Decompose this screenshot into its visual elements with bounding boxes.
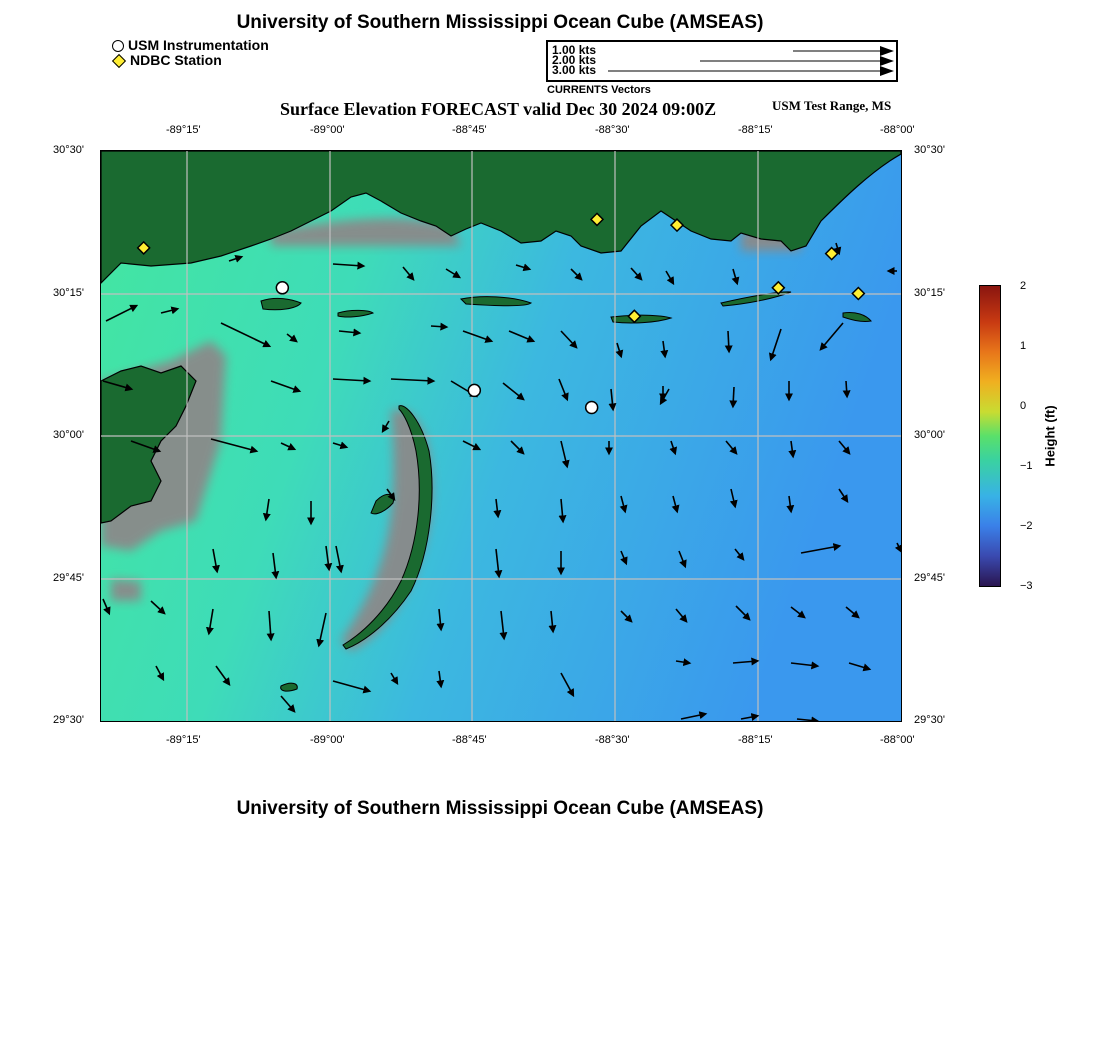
lat-tick-left-1: 30°30' [53,144,84,156]
lat-tick-left-5: 29°30' [53,714,84,726]
lon-tick-top-2: -89°00' [310,124,345,136]
vector-scale-caption: CURRENTS Vectors [547,84,651,96]
lon-tick-top-3: -88°45' [452,124,487,136]
map-frame[interactable] [100,150,902,722]
lon-tick-bottom-2: -89°00' [310,734,345,746]
lon-tick-bottom-3: -88°45' [452,734,487,746]
usm-circle-icon [112,40,124,52]
colorbar-tick-2: 1 [1020,340,1027,352]
lon-tick-top-1: -89°15' [166,124,201,136]
legend-ndbc-label: NDBC Station [130,52,222,68]
lon-tick-top-4: -88°30' [595,124,630,136]
legend-ndbc [112,53,269,68]
station-legend [112,38,269,68]
ndbc-diamond-icon [112,53,126,67]
lat-tick-right-4: 29°45' [914,572,945,584]
lon-tick-bottom-4: -88°30' [595,734,630,746]
page-title: University of Southern Mississippi Ocean Cube (AMSEAS) [236,12,764,33]
colorbar-tick-6: −3 [1020,580,1033,592]
lat-tick-right-3: 30°00' [914,429,945,441]
colorbar-title: Height (ft) [1042,405,1058,467]
legend-usm [112,38,269,53]
vector-scale-label-2: 2.00 kts [552,53,597,67]
colorbar-tick-1: 2 [1020,280,1027,292]
vector-scale-label-1: 1.00 kts [552,43,597,57]
lat-tick-left-4: 29°45' [53,572,84,584]
lon-tick-bottom-5: -88°15' [738,734,773,746]
vector-scale-label-3: 3.00 kts [552,63,597,77]
lon-tick-bottom-6: -88°00' [880,734,915,746]
lon-tick-top-5: -88°15' [738,124,773,136]
lat-tick-left-3: 30°00' [53,429,84,441]
map-subtitle: Surface Elevation FORECAST valid Dec 30 2024 09:00Z [280,99,717,119]
footer-title: University of Southern Mississippi Ocean Cube (AMSEAS) [236,798,764,819]
colorbar [979,285,1001,587]
usm-station-marker[interactable] [586,402,598,414]
usm-station-marker[interactable] [276,282,288,294]
lat-tick-right-5: 29°30' [914,714,945,726]
lat-tick-left-2: 30°15' [53,287,84,299]
map-canvas[interactable] [101,151,901,721]
legend-usm-label: USM Instrumentation [128,37,269,53]
lat-tick-right-2: 30°15' [914,287,945,299]
vector-scale-arrows [548,42,896,80]
region-label: USM Test Range, MS [772,98,892,113]
colorbar-tick-4: −1 [1020,460,1033,472]
lat-tick-right-1: 30°30' [914,144,945,156]
usm-station-marker[interactable] [468,384,480,396]
colorbar-tick-5: −2 [1020,520,1033,532]
vector-scale-box [546,40,898,82]
lon-tick-bottom-1: -89°15' [166,734,201,746]
lon-tick-top-6: -88°00' [880,124,915,136]
colorbar-tick-3: 0 [1020,400,1027,412]
